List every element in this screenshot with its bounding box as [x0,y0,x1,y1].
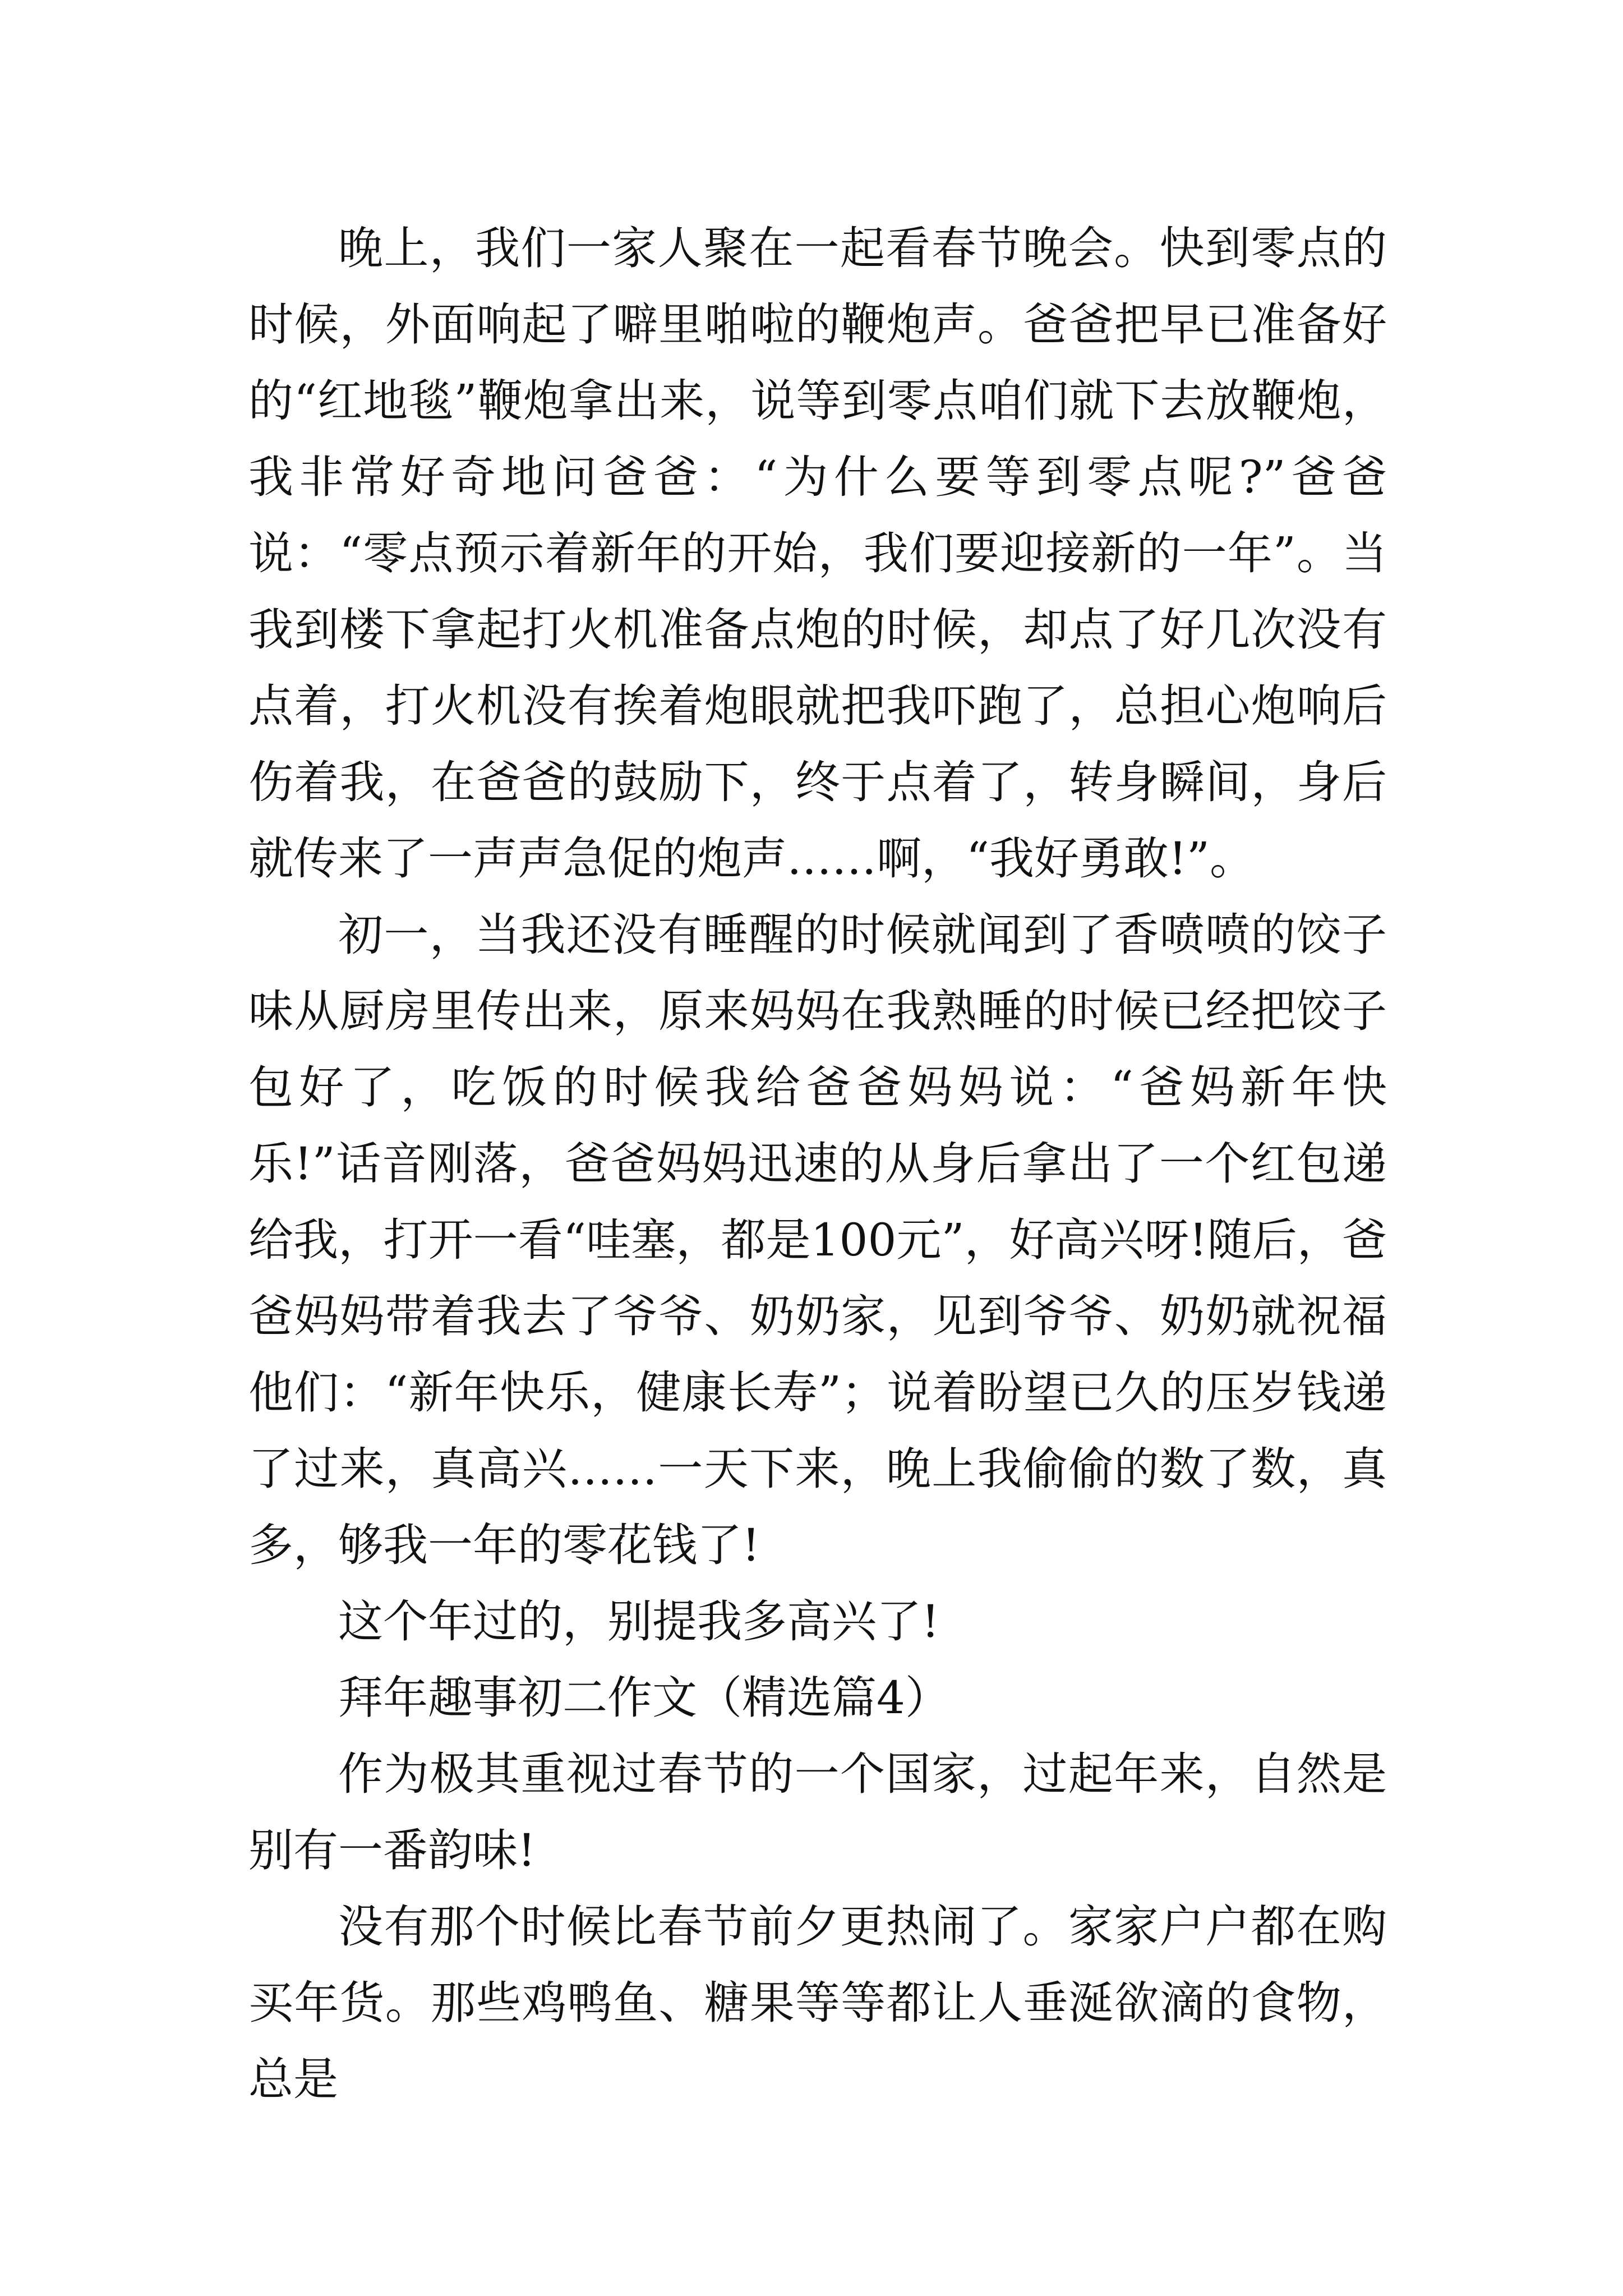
paragraph-happy-year: 这个年过的，别提我多高兴了! [338,1595,940,1648]
paragraph-eve-shopping: 没有那个时候比春节前夕更热闹了。家家户户都在购买年货。那些鸡鸭鱼、糖果等等都让人垂涎欲滴的食物，总是 [248,1901,1387,2105]
document-body [248,210,1387,2118]
paragraph-spring-festival: 作为极其重视过春节的一个国家，过起年来，自然是别有一番韵味! [248,1748,1387,1876]
paragraph-new-year-eve: 晚上，我们一家人聚在一起看春节晚会。快到零点的时候，外面响起了噼里啪啦的鞭炮声。爸爸把早已准备好的“红地毯”鞭炮拿出来，说等到零点咱们就下去放鞭炮，我非常好奇地问爸爸：“为什么要等到零点呢?”爸爸说：“零点预示着新年的开始，我们要迎接新的一年”。当我到楼下拿起打火机准备点炮的时候，却点了好几次没有点着，打火机没有挨着炮眼就把我吓跑了，总担心炮响后伤着我，在爸爸的鼓励下，终于点着了，转身瞬间，身后就传来了一声声急促的炮声……啊，“我好勇敢!”。 [248,222,1387,885]
section-heading: 拜年趣事初二作文（精选篇4） [338,1672,950,1724]
paragraph-first-day: 初一，当我还没有睡醒的时候就闻到了香喷喷的饺子味从厨房里传出来，原来妈妈在我熟睡的时候已经把饺子包好了，吃饭的时候我给爸爸妈妈说：“爸妈新年快乐!”话音刚落，爸爸妈妈迅速的从身后拿出了一个红包递给我，打开一看“哇塞，都是100元”，好高兴呀!随后，爸爸妈妈带着我去了爷爷、奶奶家，见到爷爷、奶奶就祝福他们：“新年快乐，健康长寿”；说着盼望已久的压岁钱递了过来，真高兴……一天下来，晚上我偷偷的数了数，真多，够我一年的零花钱了! [248,909,1387,1571]
